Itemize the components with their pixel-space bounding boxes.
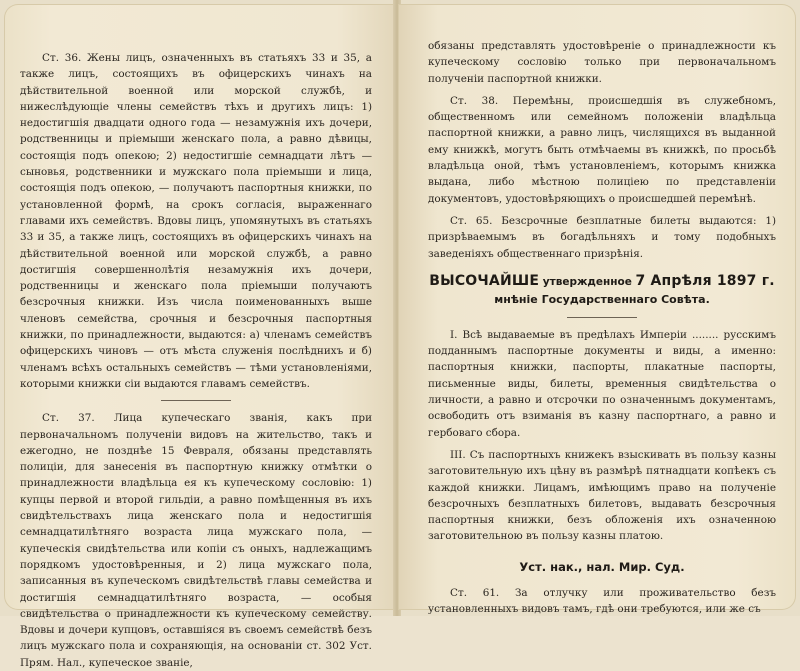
article-37-continuation: обязаны представлять удостовѣреніе о принадлежности къ купеческому сословію только при первоначальномъ полученіи паспортной книжки. [428, 40, 776, 85]
article-38: Ст. 38. Перемѣны, происшедшія въ служебномъ, общественномъ или семейномъ положеніи владѣльца паспортной книжки, а равно лицъ, числящихся въ выданной ему книжкѣ, могутъ быть отмѣчаемы въ книжкѣ, по просьбѣ владѣльца оной, тѣмъ установленіемъ, которымъ книжка выдана, либо мѣстною полиціею по представленіи документовъ, удостовѣряющихъ о происшедшей перемѣнѣ. [428, 94, 776, 205]
decree-heading-highest: ВЫСОЧАЙШЕ [429, 272, 540, 289]
decree-item-3: III. Съ паспортныхъ книжекъ взыскивать въ пользу казны заготовительную ихъ цѣну въ размѣрѣ пятнадцати копѣекъ съ каждой книжки. Лицамъ, имѣющимъ право на полученіе безсрочныхъ безплатныхъ билетовъ, выдавать безсрочныя паспортныя книжки, безъ обложенія ихъ означенною заготовительною въ пользу казны платою. [428, 448, 776, 543]
left-page [4, 4, 396, 669]
article-61: Ст. 61. За отлучку или проживательство безъ установленныхъ видовъ тамъ, гдѣ они требуются, или же съ [428, 587, 776, 616]
left-page-text [20, 50, 372, 671]
right-page [398, 4, 796, 616]
decree-heading-council: мнѣніе Государственнаго Совѣта. [494, 292, 710, 306]
decree-heading-approved: утвержденное [542, 275, 632, 288]
right-page-text [428, 38, 776, 618]
decree-heading [428, 272, 776, 309]
article-65: Ст. 65. Безсрочные безплатные билеты выдаются: 1) призрѣваемымъ въ богадѣльняхъ и тому подобныхъ заведеніяхъ общественнаго призрѣнія. [428, 214, 776, 260]
statute-subheading: Уст. нак., нал. Мир. Суд. [519, 559, 685, 574]
heading-divider [567, 317, 637, 318]
article-37: Ст. 37. Лица купеческаго званія, какъ при первоначальномъ полученіи видовъ на жительство, такъ и ежегодно, не позднѣе 15 Февраля, обязаны представлять полиціи, для занесенія въ паспортную книжку отмѣтки о принадлежности владѣльца ея къ купеческому сословію: 1) купцы первой и второй гильдіи, а равно помѣщенныя въ ихъ свидѣтельствахъ лица женскаго пола и недостигшія семнадцатилѣтняго возраста лица мужскаго пола, — купеческія свидѣтельства или копіи съ оныхъ, надлежащимъ порядкомъ удостовѣренныя, и 2) лица мужскаго пола, записанныя въ купеческомъ свидѣтельствѣ главы семейства и достигшія семнадцатилѣтняго возраста, — особыя свидѣтельства о принадлежности къ купеческому семейству. Вдовы и дочери купцовъ, оставшіяся въ своемъ семействѣ безъ лицъ мужскаго пола и сохраняющія, на основаніи ст. 302 Уст. Прям. Нал., купеческое званіе, [20, 412, 372, 669]
decree-item-1: I. Всѣ выдаваемые въ предѣлахъ Имперіи ........ русскимъ подданнымъ паспортные документы и виды, а именно: паспортныя книжки, паспорты, плакатные паспорты, письменные виды, билеты, временныя свидѣтельства о личности, а равно и отсрочки по означеннымъ документамъ, освободить отъ взиманія въ казну паспортнаго, а равно и гербоваго сбора. [428, 328, 776, 439]
decree-heading-date: 7 Апрѣля 1897 г. [635, 272, 775, 289]
article-36: Ст. 36. Жены лицъ, означенныхъ въ статьяхъ 33 и 35, а также лицъ, состоящихъ въ офицерскихъ чинахъ на дѣйствительной военной или морской службѣ, и нижеслѣдующіе члены семействъ тѣхъ и другихъ лицъ: 1) недостигшія двадцати одного года — незамужнія ихъ дочери, родственницы и пріемыши женскаго пола, а равно дѣвицы, состоящія подъ опекою; 2) недостигшіе семнадцати лѣтъ — сыновья, родственники и мужскаго пола пріемыши и лица, состоящія подъ опекою, — получаютъ паспортныя книжки, по установленной формѣ, на срокъ согласія, выраженнаго главами ихъ семействъ. Вдовы лицъ, упомянутыхъ въ статьяхъ 33 и 35, а также лицъ, состоящихъ въ офицерскихъ чинахъ на дѣйствительной военной или морской службѣ, а равно достигшія совершеннолѣтія незамужнія ихъ дочери, родственницы и женскаго пола пріемыши получаютъ безсрочныя книжки. Изъ числа поименованныхъ выше членовъ семейства, срочныя и безсрочныя паспортныя книжки, по принадлежности, выдаются: а) членамъ семействъ офицерскихъ чиновъ — отъ мѣста служенія послѣднихъ и б) членамъ всѣхъ остальныхъ семействъ — тѣми установленіями, которыми книжки сіи выдаются главамъ семействъ. [20, 52, 372, 390]
section-divider [161, 400, 231, 401]
